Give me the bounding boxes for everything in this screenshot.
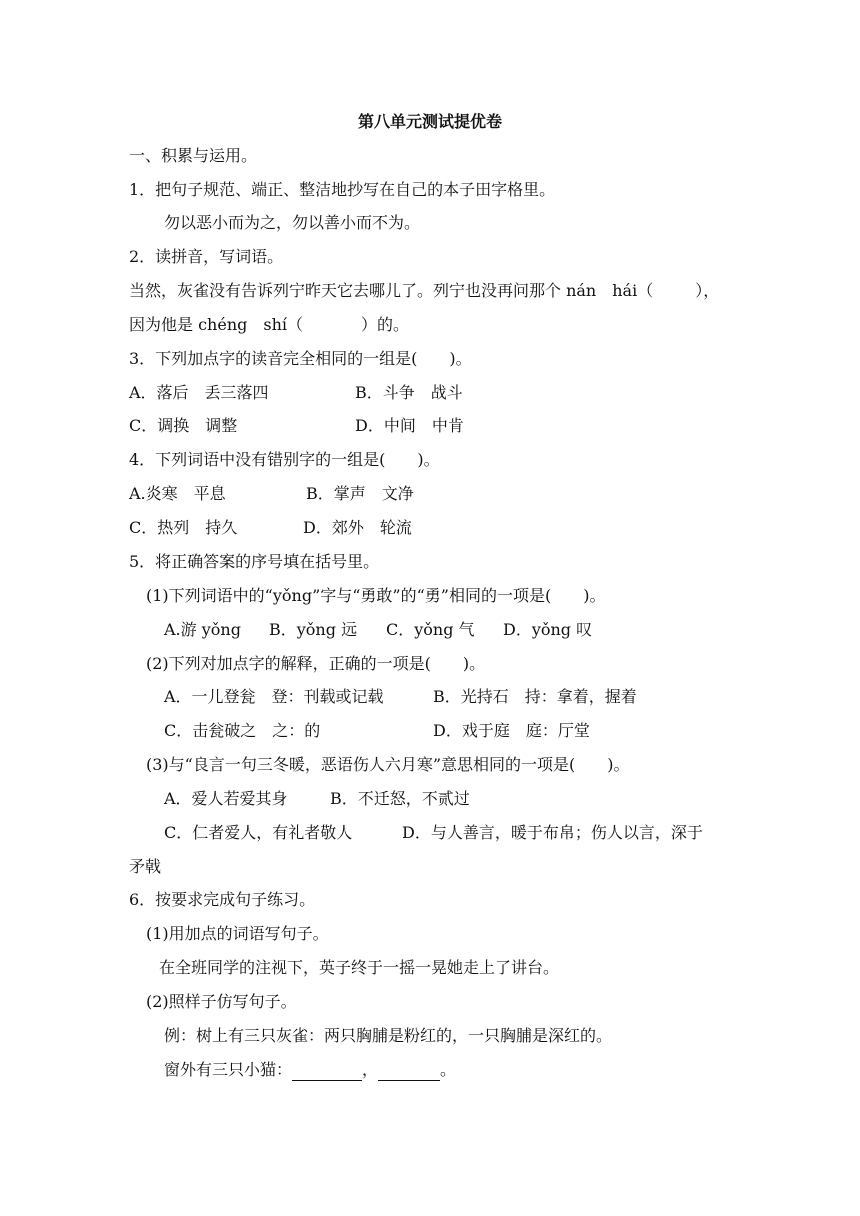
q5-3-option-b[interactable]: B．不迁怒，不贰过 [330, 789, 470, 808]
q5-3-stem: (3)与“良言一句三冬暖，恶语伤人六月寒”意思相同的一项是( )。 [146, 755, 630, 774]
q5-3-option-c[interactable]: C．仁者爱人，有礼者敬人 [164, 823, 353, 842]
q6-2-separator: ， [362, 1060, 379, 1079]
q3-option-a[interactable]: A．落后 丢三落四 [129, 383, 269, 402]
q5-1-option-d[interactable]: D．yǒng 叹 [503, 620, 593, 639]
q5-stem: 5．将正确答案的序号填在括号里。 [129, 552, 380, 571]
q4-option-a[interactable]: A.炎寒 平息 [129, 484, 226, 503]
page-title: 第八单元测试提优卷 [357, 112, 502, 131]
q6-2-answer-blank-1[interactable] [292, 1062, 362, 1081]
q2-line1-text: 当然，灰雀没有告诉列宁昨天它去哪儿了。列宁也没再问那个 nán hái（ [129, 281, 654, 300]
q2-line2 [129, 314, 409, 336]
section-heading: 一、积累与运用。 [129, 146, 258, 165]
q2-line2-text: 因为他是 chéng shí（ [129, 315, 304, 334]
q5-3-option-d-continued: 矛戟 [129, 857, 162, 876]
q5-3-option-d[interactable]: D．与人善言，暖于布帛；伤人以言，深于 [402, 823, 703, 842]
q6-1-stem: (1)用加点的词语写句子。 [146, 924, 329, 943]
q5-1-option-a[interactable]: A.游 yǒng [164, 620, 241, 639]
q4-option-b[interactable]: B．掌声 文净 [306, 484, 414, 503]
q5-1-option-b[interactable]: B．yǒng 远 [269, 620, 358, 639]
q3-option-d[interactable]: D．中间 中肯 [355, 416, 464, 435]
q6-2-prompt: 窗外有三只小猫： [164, 1060, 293, 1079]
q5-2-option-d[interactable]: D．戏于庭 庭：厅堂 [433, 721, 590, 740]
q2-stem: 2．读拼音，写词语。 [129, 247, 284, 266]
q5-3-option-a[interactable]: A．爱人若爱其身 [164, 789, 288, 808]
q5-2-stem: (2)下列对加点字的解释，正确的一项是( )。 [146, 654, 486, 673]
q1-stem: 1．把句子规范、端正、整洁地抄写在自己的本子田字格里。 [129, 180, 556, 199]
q4-stem: 4．下列词语中没有错别字的一组是( )。 [129, 450, 440, 469]
q3-option-c[interactable]: C．调换 调整 [129, 416, 238, 435]
q5-2-option-b[interactable]: B．光持石 持：拿着，握着 [433, 687, 637, 706]
q6-1-sentence: 在全班同学的注视下，英子终于一摇一晃她走上了讲台。 [159, 958, 560, 977]
q1-sentence: 勿以恶小而为之，勿以善小而不为。 [164, 213, 421, 232]
q5-2-option-c[interactable]: C．击瓮破之 之：的 [164, 721, 321, 740]
q2-line2-end: ）的。 [361, 315, 410, 334]
q6-2-end: 。 [440, 1060, 457, 1079]
q6-2-answer-blank-2[interactable] [378, 1062, 440, 1081]
q3-option-b[interactable]: B．斗争 战斗 [355, 383, 463, 402]
q6-2-prompt-line [164, 1059, 456, 1081]
q4-option-d[interactable]: D．郊外 轮流 [303, 518, 412, 537]
q5-2-option-a[interactable]: A．一儿登瓮 登：刊载或记载 [164, 687, 384, 706]
q5-1-stem: (1)下列词语中的“yǒng”字与“勇敢”的“勇”相同的一项是( )。 [146, 586, 606, 605]
q3-stem: 3．下列加点字的读音完全相同的一组是( )。 [129, 349, 472, 368]
q2-line1-end: ）， [695, 281, 720, 300]
q6-2-example: 例：树上有三只灰雀：两只胸脯是粉红的，一只胸脯是深红的。 [164, 1026, 613, 1045]
q6-2-stem: (2)照样子仿写句子。 [146, 992, 297, 1011]
q2-line1 [129, 280, 719, 302]
q6-stem: 6．按要求完成句子练习。 [129, 890, 316, 909]
q4-option-c[interactable]: C．热列 持久 [129, 518, 238, 537]
q5-1-option-c[interactable]: C．yǒng 气 [386, 620, 475, 639]
